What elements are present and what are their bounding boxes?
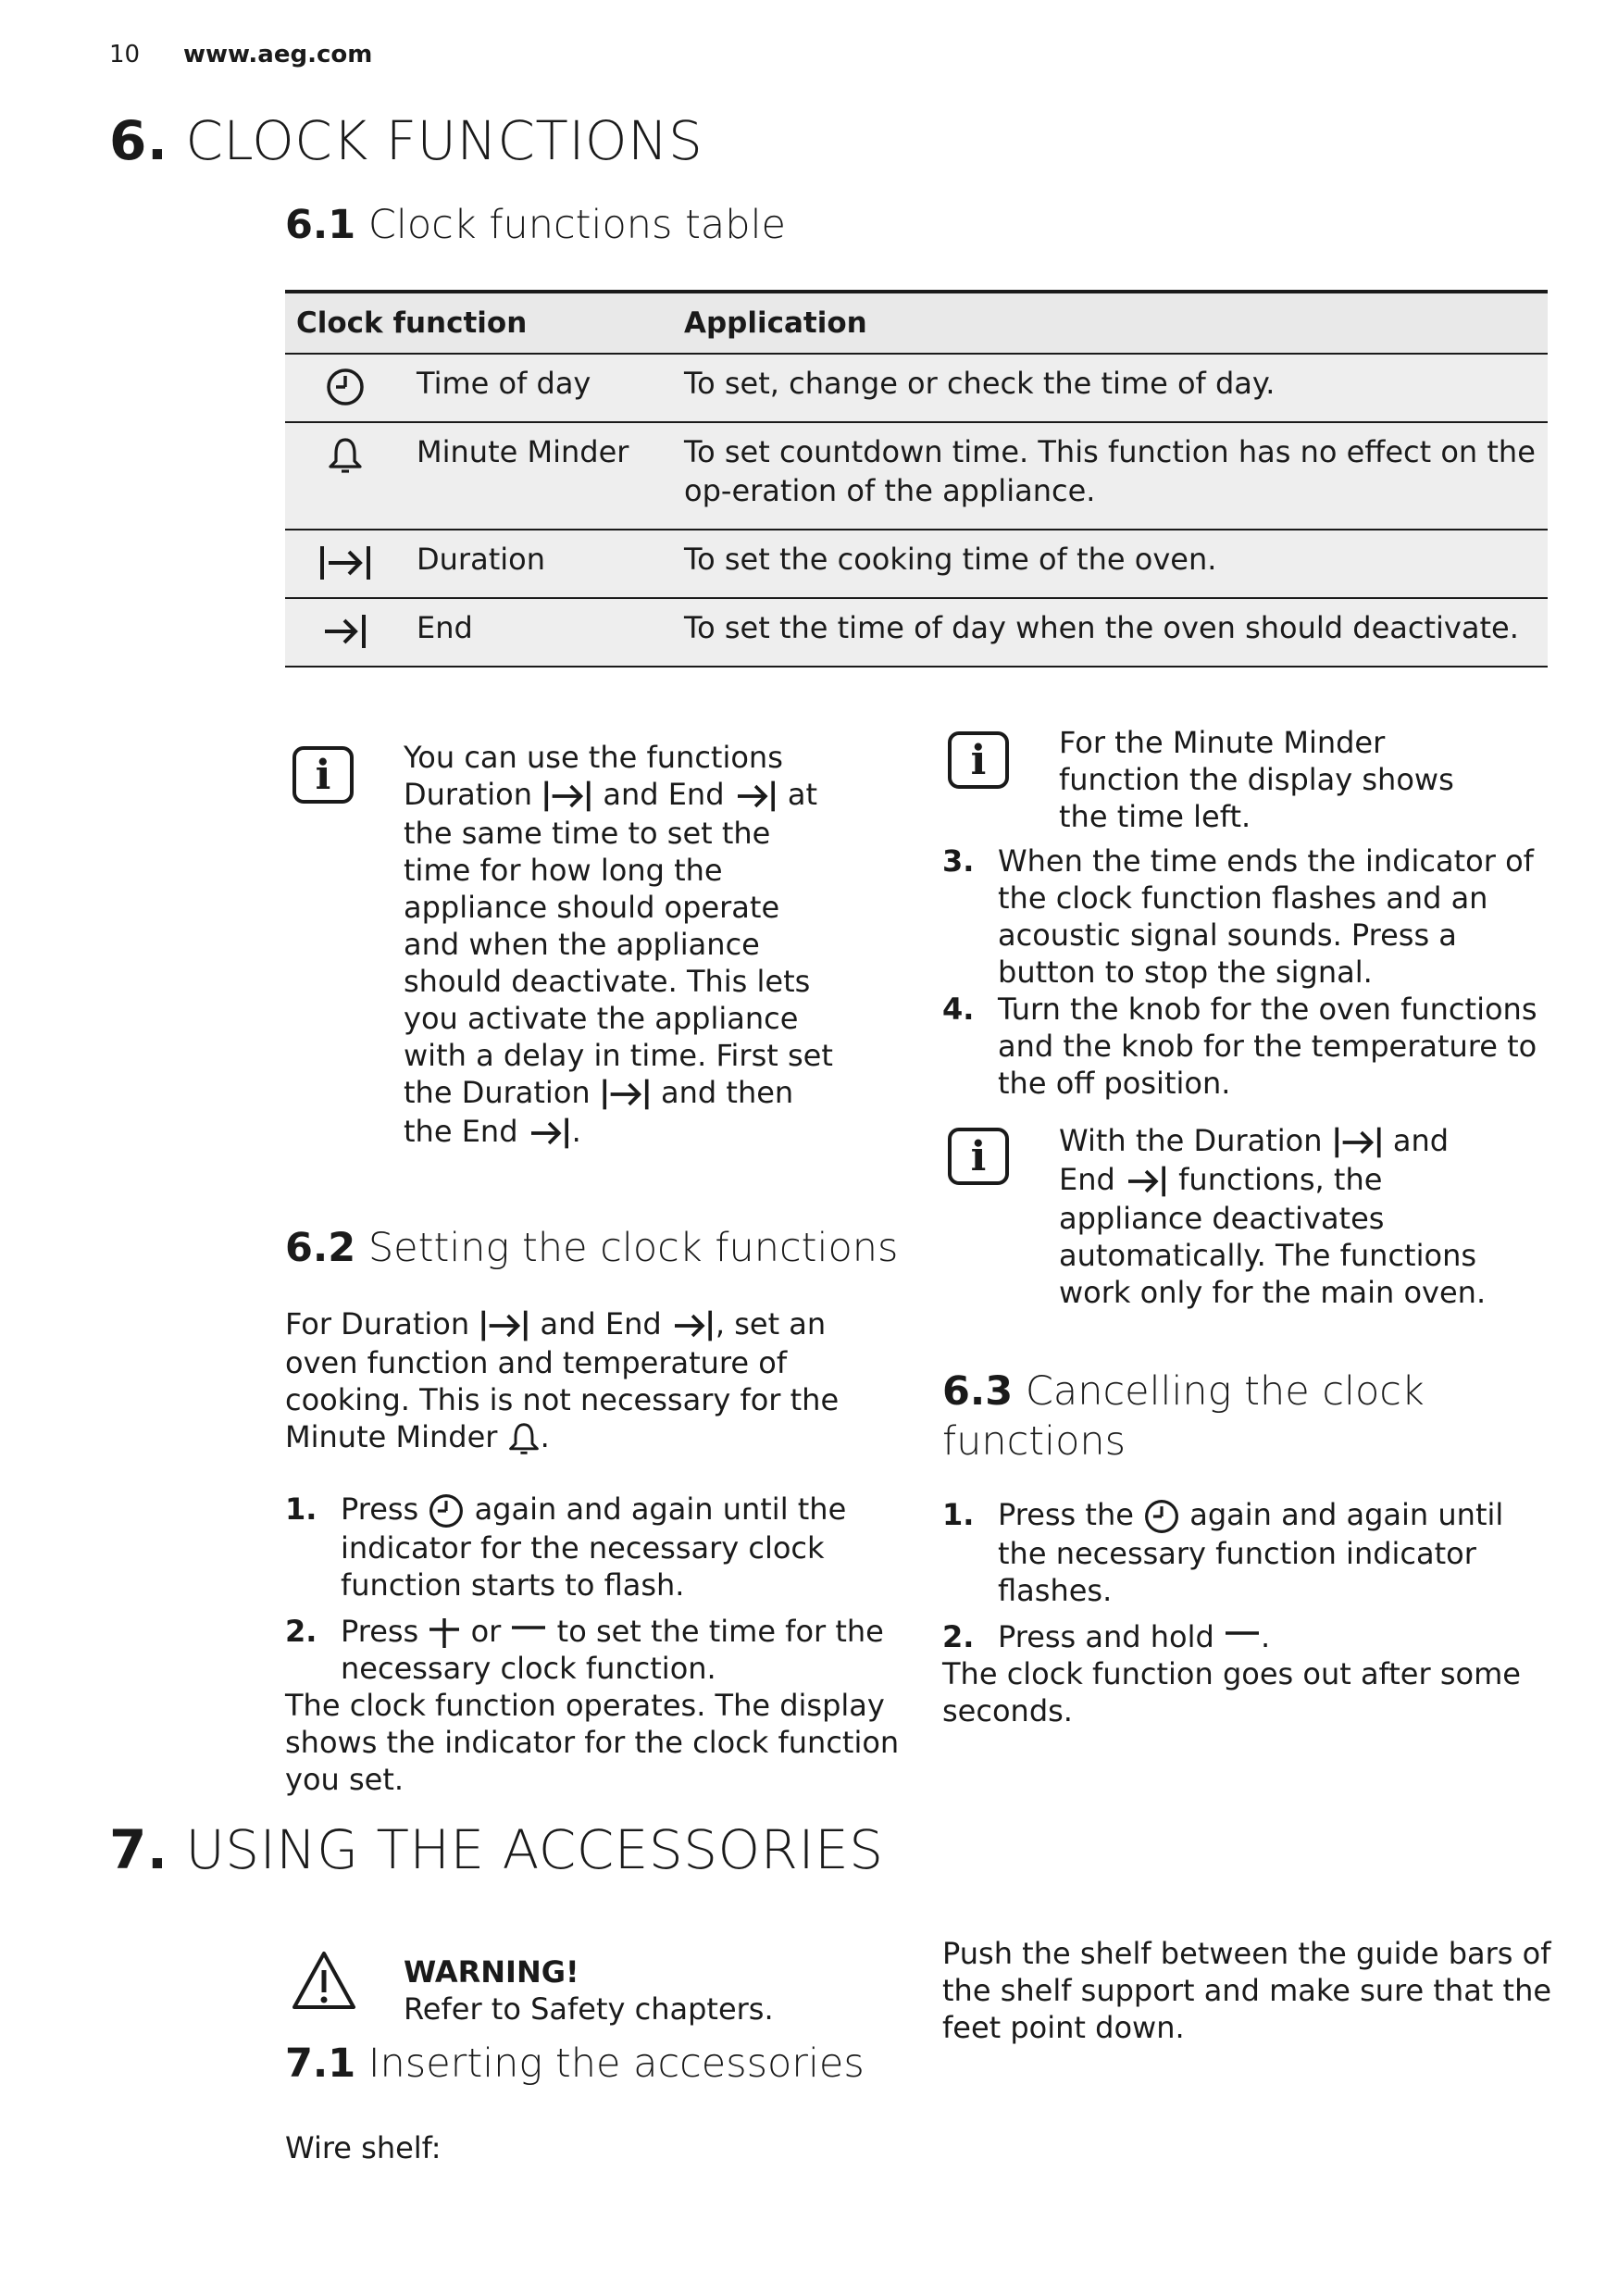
text-span: again and again until [1189,1497,1504,1532]
step-line: indicator for the necessary clock [341,1530,825,1566]
steps-list [942,842,1553,1102]
clock-functions-table [285,290,1548,668]
text-span: to set the time for the [556,1614,884,1649]
step-line [998,1618,1553,1655]
text-span: the End [404,1114,518,1149]
setting-steps [285,1491,915,1798]
clock-icon [428,1492,465,1529]
wire-shelf-label: Wire shelf: [285,2130,442,2165]
paragraph-line: seconds. [942,1693,1073,1728]
header-url[interactable]: www.aeg.com [183,41,373,69]
paragraph-line [285,1305,896,1344]
section-number: 6. [109,109,168,172]
duration-icon [600,1076,652,1113]
text-span: and End [603,777,725,812]
list-item [942,842,1553,991]
text-span: Press the [998,1497,1134,1532]
duration-icon [479,1307,530,1344]
step-number: 1. [285,1491,317,1527]
text-span: With the Duration [1059,1123,1323,1158]
text-span: For Duration [285,1306,470,1341]
list-item [285,1491,915,1603]
paragraph-line: The clock function goes out after some [942,1656,1521,1691]
column-header-application: Application [673,292,1548,354]
text-span: and then [661,1075,794,1110]
text-span: Minute Minder [285,1419,498,1454]
steps-list [285,1491,915,1687]
list-item [942,1618,1553,1655]
text-span: again and again until the [474,1491,847,1527]
info-note-main-oven [1059,1122,1540,1311]
info-line [1059,1122,1540,1161]
push-shelf-paragraph [942,1935,1581,2046]
heading-line: functions [942,1418,1126,1465]
step-number: 1. [942,1497,975,1532]
info-note-minute-minder [1059,724,1522,835]
table-cell-application: To set the cooking time of the oven. [673,530,1548,598]
text-span: . [571,1114,581,1149]
section-6-title [109,109,703,172]
list-item [942,991,1553,1102]
paragraph-line: shows the indicator for the clock function [285,1725,900,1760]
table-cell-icon [285,354,405,422]
text-span: Duration [404,777,532,812]
paragraph-line: you set. [285,1762,404,1797]
list-item [285,1613,915,1687]
table-row [285,354,1548,422]
step-line: necessary clock function. [341,1651,716,1686]
info-note-functions [404,739,848,1152]
table-row [285,422,1548,530]
text-span: and End [540,1306,662,1341]
minus-icon [1224,1622,1261,1655]
subsection-number: 6.2 [285,1225,356,1271]
bell-icon [507,1420,541,1457]
table-cell-application: To set, change or check the time of day. [673,354,1548,422]
table-cell-function: End [405,598,673,667]
section-title-text: CLOCK FUNCTIONS [185,109,703,172]
subsection-number: 7.1 [285,2040,356,2087]
table-cell-function: Minute Minder [405,422,673,530]
end-icon [321,611,369,652]
paragraph-line: cooking. This is not necessary for the [285,1382,840,1417]
step-number: 2. [285,1614,317,1649]
text-span: , set an [715,1306,827,1341]
text-span: the Duration [404,1075,591,1110]
info-line: work only for the main oven. [1059,1275,1487,1310]
info-line: appliance deactivates [1059,1201,1385,1236]
text-span: End [1059,1162,1115,1197]
step-line [341,1491,915,1529]
text-span: . [540,1419,550,1454]
table-row [285,598,1548,667]
info-line [1059,1161,1540,1200]
step-line: the clock function flashes and an [998,880,1488,916]
subsection-title-text: Setting the clock functions [367,1225,899,1271]
text-span: . [1261,1619,1271,1654]
info-line: you activate the appliance [404,1001,799,1036]
info-line [404,1113,848,1152]
info-line: the same time to set the [404,816,771,851]
info-line: function the display shows [1059,762,1454,797]
text-span: or [470,1614,502,1649]
subsection-7-1-title [285,2040,865,2087]
bell-icon [327,435,364,476]
text-span: Press [341,1614,419,1649]
subsection-number: 6.3 [942,1368,1014,1415]
clock-icon [1143,1498,1180,1535]
info-icon: i [948,731,1009,789]
table-row [285,530,1548,598]
step-number: 3. [942,843,975,879]
table-header-row [285,292,1548,354]
warning-text: Refer to Safety chapters. [404,1991,774,2027]
paragraph-line: oven function and temperature of [285,1345,788,1380]
info-line: time for how long the [404,853,723,888]
step-line: Turn the knob for the oven functions [998,992,1537,1027]
heading-line [942,1366,1425,1416]
plus-icon [428,1616,461,1650]
table-cell-function: Time of day [405,354,673,422]
paragraph-line: feet point down. [942,2010,1185,2045]
text-span: functions, the [1178,1162,1383,1197]
paragraph-line: Push the shelf between the guide bars of [942,1936,1551,1971]
step-line: acoustic signal sounds. Press a [998,917,1457,953]
warning-icon [291,1950,357,2011]
info-line: the time left. [1059,799,1251,834]
text-span: Press [341,1491,419,1527]
step-line: When the time ends the indicator of [998,843,1534,879]
end-icon [671,1307,716,1344]
info-line: For the Minute Minder [1059,725,1386,760]
text-span: and [1392,1123,1450,1158]
info-icon: i [292,746,354,804]
subsection-6-1-title [285,202,786,248]
step-line: flashes. [998,1573,1113,1608]
text-span: at [787,777,818,812]
steps-list [942,1496,1553,1655]
table-cell-icon [285,598,405,667]
subsection-title-text: Inserting the accessories [367,2040,865,2087]
subsection-6-3-title [942,1366,1425,1466]
subsection-6-2-title [285,1225,898,1271]
column-header-clock-function: Clock function [285,292,673,354]
minus-icon [510,1616,547,1650]
duration-icon [317,543,373,583]
list-item [942,1496,1553,1609]
section-7-title [109,1818,884,1881]
step-number: 2. [942,1619,975,1654]
warning-box [404,1953,885,2028]
info-line: and when the appliance [404,927,760,962]
paragraph-line: the shelf support and make sure that the [942,1973,1552,2008]
info-icon: i [948,1128,1009,1185]
paragraph-line: The clock function operates. The display [285,1688,885,1723]
step-line [998,1496,1553,1535]
subsection-title-text: Clock functions table [367,202,786,248]
step-number: 4. [942,992,975,1027]
page-number: 10 [109,41,141,69]
clock-icon [325,367,366,407]
info-line [404,776,848,815]
steps-continued [942,842,1553,1102]
duration-icon [1332,1124,1384,1161]
text-span: Press and hold [998,1619,1214,1654]
step-line: and the knob for the temperature to [998,1029,1537,1064]
info-line [404,1074,848,1113]
step-line: button to stop the signal. [998,955,1373,990]
paragraph-line [285,1418,896,1457]
end-icon [528,1115,572,1152]
subsection-title-text: Cancelling the clock [1025,1368,1425,1415]
table-cell-application: To set countdown time. This function has no effect on the op-eration of the appliance. [673,422,1548,530]
setting-paragraph [285,1305,896,1457]
info-line: with a delay in time. First set [404,1038,833,1073]
table-cell-icon [285,530,405,598]
step-line: the necessary function indicator [998,1536,1476,1571]
section-title-text: USING THE ACCESSORIES [185,1818,884,1881]
table-cell-icon [285,422,405,530]
table-cell-function: Duration [405,530,673,598]
info-line: appliance should operate [404,890,780,925]
step-line [341,1613,915,1650]
cancel-steps [942,1496,1553,1729]
info-line: automatically. The functions [1059,1238,1477,1273]
end-icon [734,778,778,815]
subsection-number: 6.1 [285,202,356,248]
end-icon [1125,1163,1169,1200]
section-number: 7. [109,1818,168,1881]
warning-title: WARNING! [404,1954,579,1990]
step-line: the off position. [998,1066,1231,1101]
table-cell-application: To set the time of day when the oven should deactivate. [673,598,1548,667]
info-line: You can use the functions [404,740,783,775]
step-line: function starts to flash. [341,1567,685,1603]
info-line: should deactivate. This lets [404,964,811,999]
duration-icon [541,778,593,815]
page-header [109,41,372,69]
